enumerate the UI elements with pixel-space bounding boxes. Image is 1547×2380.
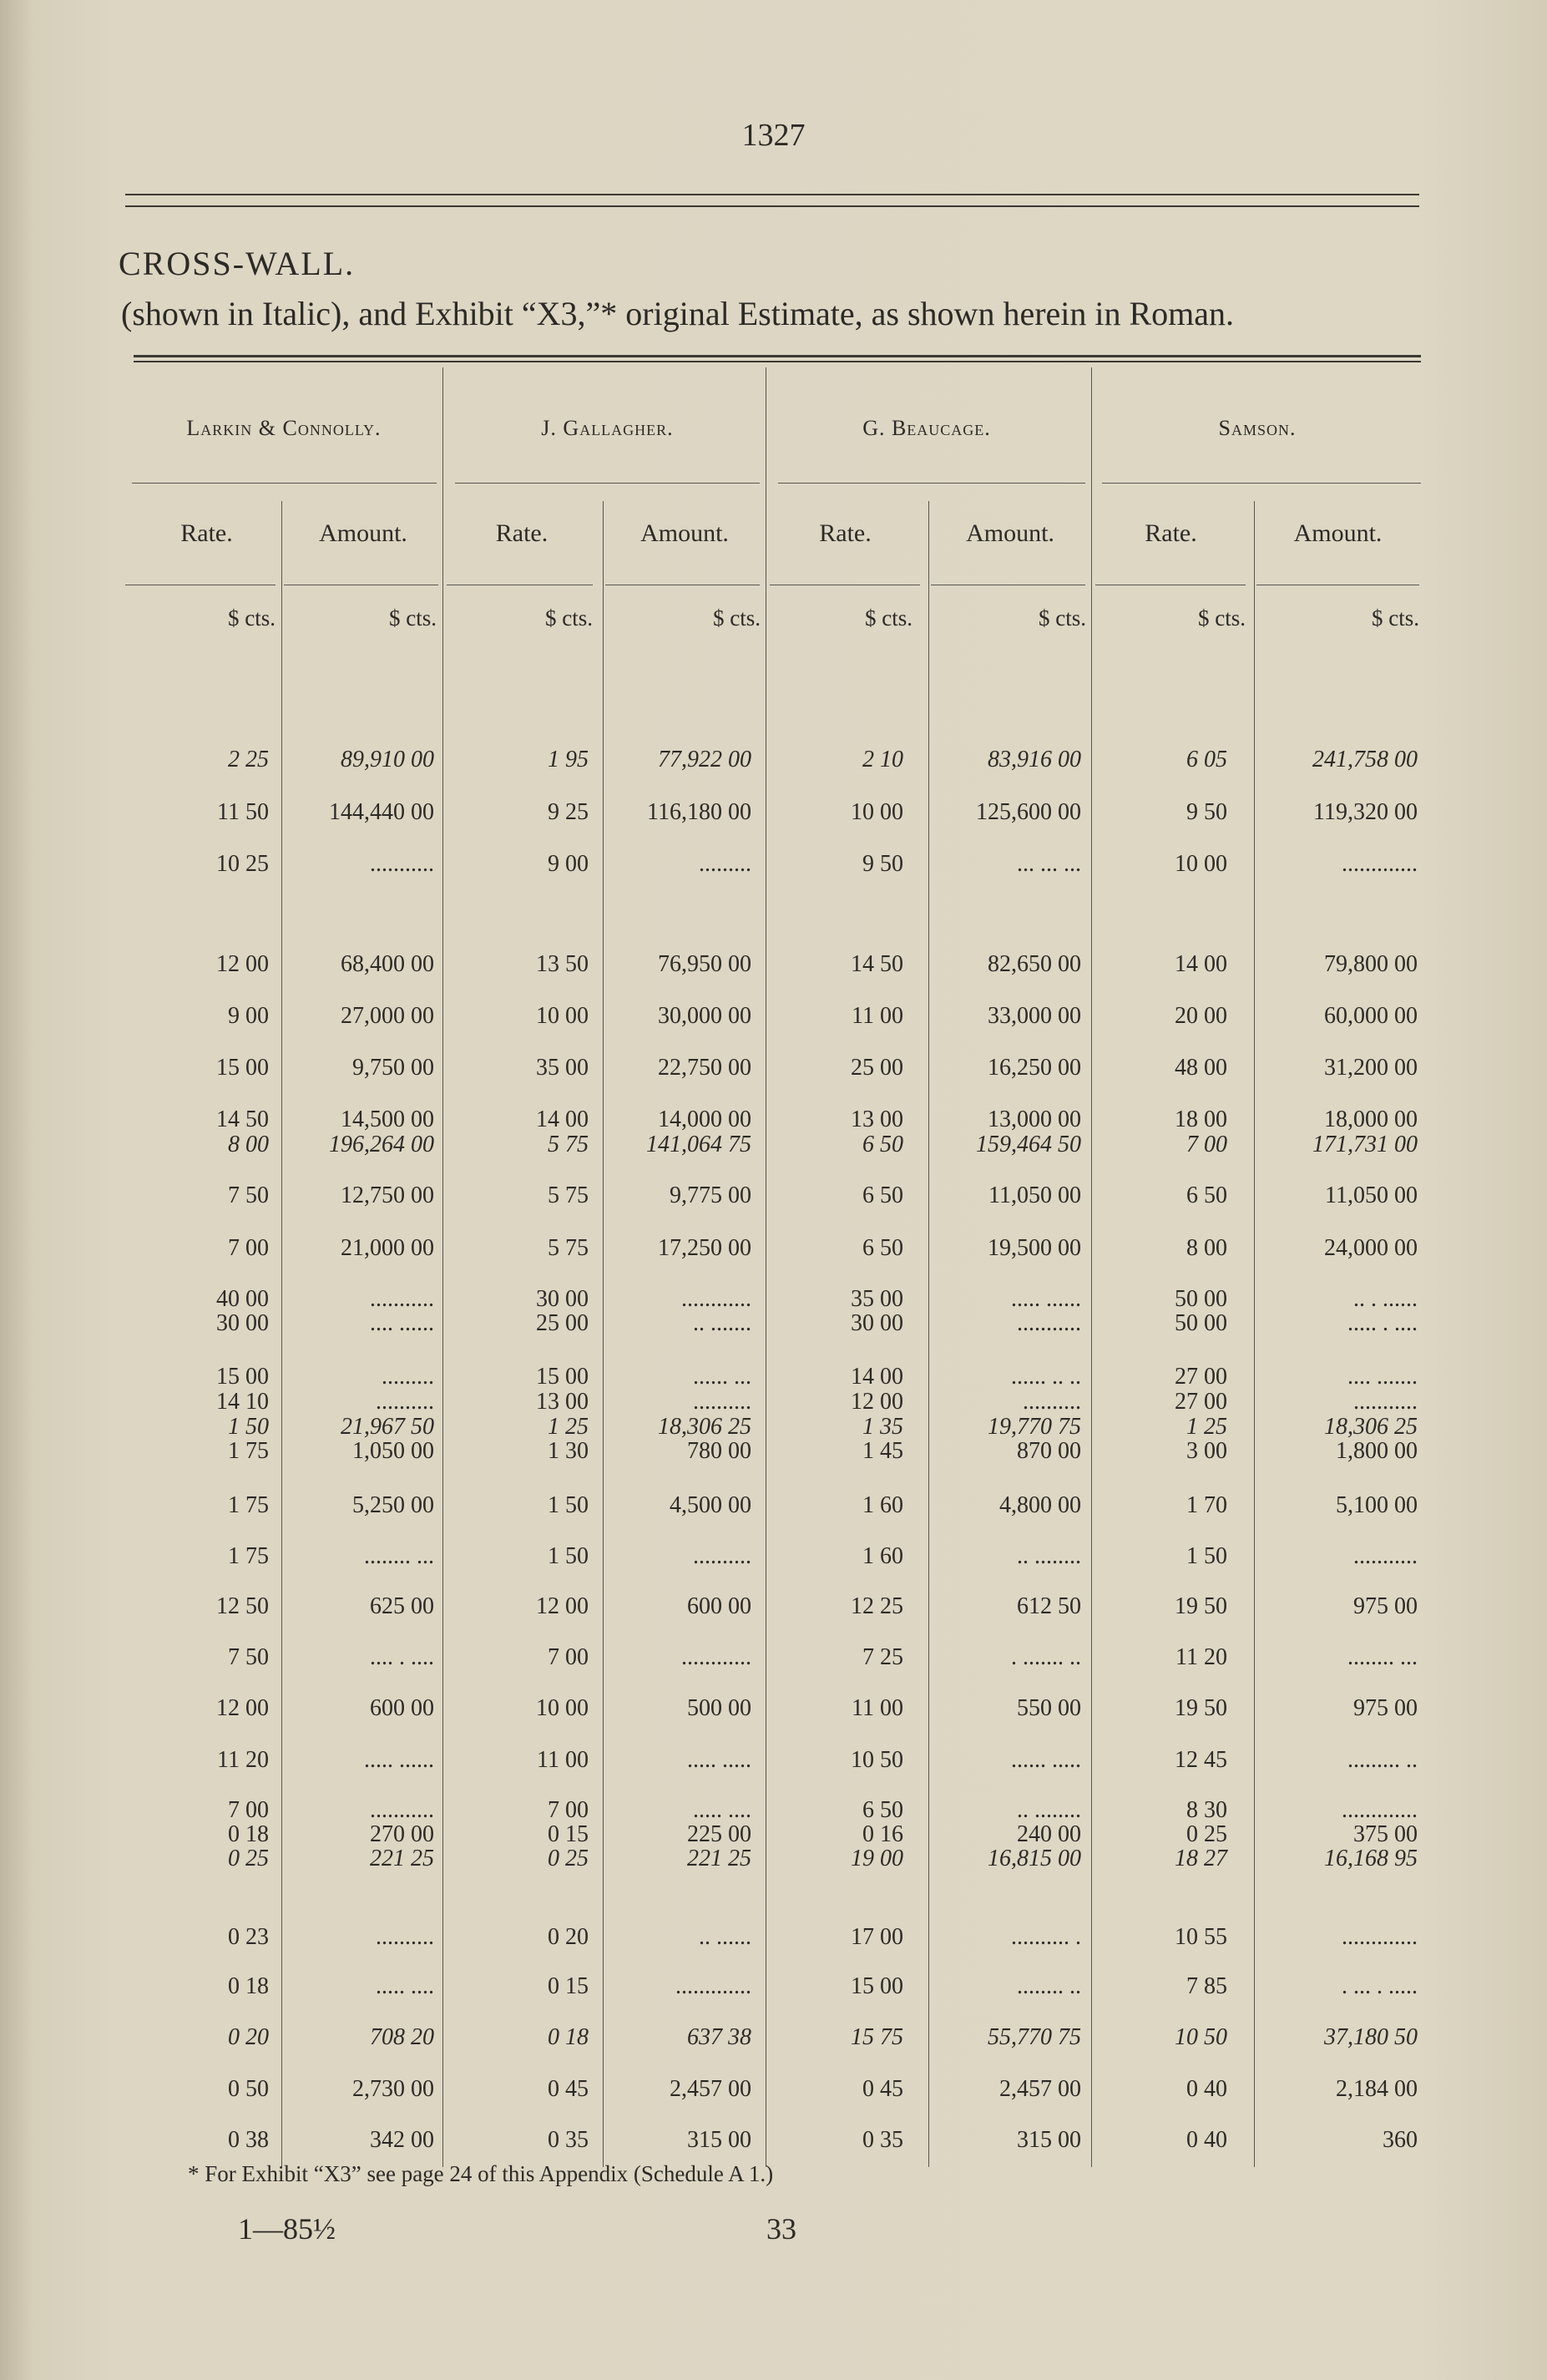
amount-cell: 221 25 <box>370 1846 434 1871</box>
amount-cell: ......... <box>699 851 751 877</box>
col-header-amount: Amount. <box>966 519 1054 547</box>
rate-cell: 15 00 <box>851 1973 903 1999</box>
amount-cell: ..... ...... <box>1011 1286 1081 1312</box>
table-subtitle: (shown in Italic), and Exhibit “X3,”* original Estimate, as shown herein in Roman. <box>121 295 1235 332</box>
rate-cell: 1 25 <box>548 1414 589 1440</box>
amount-cell: ..... . .... <box>1347 1310 1418 1336</box>
rate-cell: 30 00 <box>851 1310 903 1336</box>
rate-cell: 12 00 <box>536 1593 589 1619</box>
amount-cell: 240 00 <box>1017 1821 1081 1847</box>
amount-cell: 196,264 00 <box>329 1132 434 1157</box>
footnote: * For Exhibit “X3” see page 24 of this Appendix (Schedule A 1.) <box>188 2161 774 2186</box>
amount-cell: ............ <box>681 1644 751 1670</box>
amount-cell: 17,250 00 <box>658 1235 751 1261</box>
group-samson: Samson. <box>1218 416 1297 440</box>
rate-cell: 25 00 <box>851 1055 903 1081</box>
rate-cell: 3 00 <box>1186 1438 1227 1464</box>
amount-cell: .... . .... <box>370 1644 434 1670</box>
amount-cell: ..... .... <box>376 1973 434 1999</box>
amount-cell: 600 00 <box>370 1695 434 1721</box>
amount-cell: 13,000 00 <box>988 1106 1081 1132</box>
rate-cell: 27 00 <box>1175 1364 1227 1390</box>
rate-cell: 0 25 <box>548 1846 589 1871</box>
amount-cell: 708 20 <box>370 2024 434 2050</box>
group-beaucage: G. Beaucage. <box>862 416 991 440</box>
rate-cell: 0 38 <box>228 2127 269 2153</box>
amount-cell: .......... <box>376 1389 434 1415</box>
amount-cell: ............. <box>675 1973 751 1999</box>
amount-cell: .... ....... <box>1347 1364 1418 1390</box>
rate-cell: 11 00 <box>852 1695 903 1721</box>
group-rule <box>778 483 1085 484</box>
header-rule-2 <box>134 361 1421 362</box>
amount-cell: 315 00 <box>687 2127 751 2153</box>
amount-cell: 780 00 <box>687 1438 751 1464</box>
top-rule <box>125 194 1419 195</box>
rate-cell: 12 45 <box>1175 1747 1227 1773</box>
rate-cell: 14 00 <box>1175 951 1227 977</box>
rate-cell: 2 25 <box>228 747 269 772</box>
units-label: $ cts. <box>1198 605 1246 630</box>
rate-cell: 0 16 <box>862 1821 903 1847</box>
units-label: $ cts. <box>228 605 276 630</box>
amount-cell: 612 50 <box>1017 1593 1081 1619</box>
rate-cell: 50 00 <box>1175 1286 1227 1312</box>
rate-cell: 0 15 <box>548 1973 589 1999</box>
units-label: $ cts. <box>1372 605 1419 630</box>
amount-cell: 144,440 00 <box>329 799 434 825</box>
rate-cell: 11 50 <box>217 799 269 825</box>
amount-cell: .. . ...... <box>1353 1286 1418 1312</box>
rate-cell: 10 00 <box>536 1695 589 1721</box>
amount-cell: 171,731 00 <box>1312 1132 1418 1157</box>
col-header-amount: Amount. <box>319 519 407 547</box>
amount-cell: 18,000 00 <box>1324 1106 1418 1132</box>
rate-cell: 18 00 <box>1175 1106 1227 1132</box>
amount-cell: ............. <box>1342 851 1418 877</box>
rate-cell: 7 00 <box>1186 1132 1227 1157</box>
amount-cell: 14,000 00 <box>658 1106 751 1132</box>
rate-cell: 9 50 <box>862 851 903 877</box>
rate-cell: 0 40 <box>1186 2127 1227 2153</box>
amount-cell: ............ <box>681 1286 751 1312</box>
rate-cell: 0 15 <box>548 1821 589 1847</box>
amount-cell: 16,815 00 <box>988 1846 1081 1871</box>
column-divider <box>442 367 443 2167</box>
rate-cell: 12 00 <box>216 1695 269 1721</box>
amount-cell: 600 00 <box>687 1593 751 1619</box>
amount-cell: 116,180 00 <box>647 799 751 825</box>
amount-cell: 221 25 <box>687 1846 751 1871</box>
rate-cell: 9 00 <box>228 1003 269 1029</box>
amount-cell: 68,400 00 <box>341 951 434 977</box>
amount-cell: 125,600 00 <box>976 799 1081 825</box>
rate-cell: 7 00 <box>228 1235 269 1261</box>
amount-cell: 4,500 00 <box>670 1492 751 1518</box>
rate-cell: 48 00 <box>1175 1055 1227 1081</box>
amount-cell: ........ ... <box>364 1543 434 1569</box>
amount-cell: 30,000 00 <box>658 1003 751 1029</box>
rate-cell: 1 50 <box>548 1543 589 1569</box>
amount-cell: . ... . ..... <box>1342 1973 1418 1999</box>
rate-cell: 50 00 <box>1175 1310 1227 1336</box>
page-number: 1327 <box>741 118 806 153</box>
rate-cell: 5 75 <box>548 1132 589 1157</box>
amount-cell: 89,910 00 <box>341 747 434 772</box>
amount-cell: 270 00 <box>370 1821 434 1847</box>
amount-cell: 16,168 95 <box>1324 1846 1418 1871</box>
rate-cell: 11 00 <box>537 1747 589 1773</box>
amount-cell: 342 00 <box>370 2127 434 2153</box>
rate-cell: 35 00 <box>536 1055 589 1081</box>
amount-cell: 19,500 00 <box>988 1235 1081 1261</box>
rate-cell: 27 00 <box>1175 1389 1227 1415</box>
amount-cell: 975 00 <box>1353 1695 1418 1721</box>
rate-cell: 0 25 <box>1186 1821 1227 1847</box>
amount-cell: ... ... ... <box>1017 851 1081 877</box>
rate-cell: 10 00 <box>536 1003 589 1029</box>
amount-cell: ........... <box>1353 1543 1418 1569</box>
amount-cell: 33,000 00 <box>988 1003 1081 1029</box>
amount-cell: 21,000 00 <box>341 1235 434 1261</box>
amount-cell: ........ ... <box>1347 1644 1418 1670</box>
rate-cell: 6 50 <box>862 1235 903 1261</box>
amount-cell: 55,770 75 <box>988 2024 1081 2050</box>
amount-cell: . ....... .. <box>1011 1644 1081 1670</box>
amount-cell: ...... ... <box>693 1364 751 1390</box>
amount-cell: ........... <box>370 1797 434 1823</box>
rate-cell: 1 75 <box>228 1543 269 1569</box>
amount-cell: 18,306 25 <box>658 1414 751 1440</box>
rate-cell: 7 50 <box>228 1182 269 1208</box>
rate-cell: 6 50 <box>862 1132 903 1157</box>
amount-cell: ........... <box>1353 1389 1418 1415</box>
rate-cell: 7 85 <box>1186 1973 1227 1999</box>
amount-cell: .......... <box>693 1543 751 1569</box>
group-rule <box>132 483 437 484</box>
units-label: $ cts. <box>1039 605 1086 630</box>
rate-cell: 11 20 <box>1175 1644 1227 1670</box>
rate-cell: 1 60 <box>862 1543 903 1569</box>
rate-cell: 0 20 <box>548 1924 589 1950</box>
group-larkin-connolly: Larkin & Connolly. <box>186 416 382 440</box>
rate-cell: 6 50 <box>1186 1182 1227 1208</box>
amount-cell: 159,464 50 <box>976 1132 1081 1157</box>
col-header-amount: Amount. <box>640 519 729 547</box>
rate-cell: 25 00 <box>536 1310 589 1336</box>
rate-cell: 15 00 <box>216 1364 269 1390</box>
rate-cell: 14 00 <box>851 1364 903 1390</box>
rate-cell: 1 60 <box>862 1492 903 1518</box>
amount-cell: .. ........ <box>1017 1543 1081 1569</box>
rate-cell: 1 50 <box>1186 1543 1227 1569</box>
amount-cell: 9,775 00 <box>670 1182 751 1208</box>
rate-cell: 30 00 <box>536 1286 589 1312</box>
rate-cell: 13 00 <box>536 1389 589 1415</box>
rate-cell: 14 50 <box>851 951 903 977</box>
rate-cell: 0 18 <box>228 1973 269 1999</box>
amount-cell: 1,050 00 <box>352 1438 434 1464</box>
rate-cell: 1 50 <box>548 1492 589 1518</box>
rate-cell: 10 00 <box>1175 851 1227 877</box>
rate-cell: 1 45 <box>862 1438 903 1464</box>
amount-cell: ......... .. <box>1347 1747 1418 1773</box>
amount-cell: 27,000 00 <box>341 1003 434 1029</box>
amount-cell: .. ........ <box>1017 1797 1081 1823</box>
rate-cell: 17 00 <box>851 1924 903 1950</box>
rate-cell: 9 50 <box>1186 799 1227 825</box>
col-header-rate: Rate. <box>180 519 233 547</box>
rate-cell: 8 00 <box>1186 1235 1227 1261</box>
rate-cell: 30 00 <box>216 1310 269 1336</box>
group-rule <box>1102 483 1421 484</box>
amount-cell: .......... <box>693 1389 751 1415</box>
amount-cell: ............. <box>1342 1797 1418 1823</box>
rate-cell: 8 30 <box>1186 1797 1227 1823</box>
rate-cell: 9 25 <box>548 799 589 825</box>
amount-cell: .... ...... <box>370 1310 434 1336</box>
amount-cell: 2,184 00 <box>1336 2076 1418 2102</box>
rate-cell: 20 00 <box>1175 1003 1227 1029</box>
rate-cell: 15 00 <box>536 1364 589 1390</box>
signature-number: 33 <box>766 2212 796 2246</box>
units-label: $ cts. <box>713 605 761 630</box>
amount-cell: 870 00 <box>1017 1438 1081 1464</box>
amount-cell: 11,050 00 <box>1325 1182 1418 1208</box>
amount-cell: 9,750 00 <box>352 1055 434 1081</box>
amount-cell: ...... ..... <box>1011 1747 1081 1773</box>
signature-mark: 1—85½ <box>238 2212 336 2246</box>
amount-cell: .......... . <box>1011 1924 1081 1950</box>
col-header-amount: Amount. <box>1293 519 1383 547</box>
amount-cell: 500 00 <box>687 1695 751 1721</box>
units-label: $ cts. <box>545 605 593 630</box>
rate-cell: 1 70 <box>1186 1492 1227 1518</box>
rate-cell: 10 50 <box>1175 2024 1227 2050</box>
amount-cell: 24,000 00 <box>1324 1235 1418 1261</box>
rate-cell: 10 55 <box>1175 1924 1227 1950</box>
rate-cell: 0 45 <box>548 2076 589 2102</box>
rate-cell: 15 75 <box>851 2024 903 2050</box>
amount-cell: .. ...... <box>699 1924 751 1950</box>
amount-cell: 5,250 00 <box>352 1492 434 1518</box>
rate-cell: 0 40 <box>1186 2076 1227 2102</box>
rate-cell: 18 27 <box>1175 1846 1227 1871</box>
rate-cell: 14 50 <box>216 1106 269 1132</box>
amount-cell: ..... .... <box>693 1797 751 1823</box>
amount-cell: .......... <box>376 1924 434 1950</box>
amount-cell: 119,320 00 <box>1313 799 1418 825</box>
rate-cell: 11 00 <box>852 1003 903 1029</box>
rate-cell: 14 00 <box>536 1106 589 1132</box>
group-rule <box>455 483 760 484</box>
rate-cell: 15 00 <box>216 1055 269 1081</box>
amount-cell: ........... <box>370 1286 434 1312</box>
amount-cell: 5,100 00 <box>1336 1492 1418 1518</box>
rate-cell: 1 75 <box>228 1438 269 1464</box>
amount-cell: 2,457 00 <box>670 2076 751 2102</box>
rate-cell: 7 00 <box>548 1797 589 1823</box>
rate-cell: 6 50 <box>862 1182 903 1208</box>
amount-cell: 60,000 00 <box>1324 1003 1418 1029</box>
amount-cell: 375 00 <box>1353 1821 1418 1847</box>
rate-cell: 1 50 <box>228 1414 269 1440</box>
col-header-rate: Rate. <box>495 519 549 547</box>
amount-cell: .......... <box>1023 1389 1081 1415</box>
amount-cell: 625 00 <box>370 1593 434 1619</box>
rate-cell: 12 00 <box>851 1389 903 1415</box>
amount-cell: 241,758 00 <box>1312 747 1418 772</box>
amount-cell: ......... <box>382 1364 434 1390</box>
rate-cell: 13 00 <box>851 1106 903 1132</box>
rate-cell: 5 75 <box>548 1182 589 1208</box>
amount-cell: 2,457 00 <box>999 2076 1081 2102</box>
top-rule-2 <box>125 205 1419 207</box>
rate-cell: 9 00 <box>548 851 589 877</box>
rate-cell: 1 30 <box>548 1438 589 1464</box>
rate-cell: 19 00 <box>851 1846 903 1871</box>
amount-cell: ..... ...... <box>364 1747 434 1773</box>
rate-cell: 0 35 <box>548 2127 589 2153</box>
rate-cell: 0 45 <box>862 2076 903 2102</box>
rate-cell: 0 20 <box>228 2024 269 2050</box>
amount-cell: 2,730 00 <box>352 2076 434 2102</box>
amount-cell: 637 38 <box>687 2024 751 2050</box>
rate-cell: 10 50 <box>851 1747 903 1773</box>
rate-cell: 12 25 <box>851 1593 903 1619</box>
amount-cell: 14,500 00 <box>341 1106 434 1132</box>
column-divider <box>1091 367 1092 2167</box>
amount-cell: 11,050 00 <box>988 1182 1081 1208</box>
rate-cell: 0 25 <box>228 1846 269 1871</box>
rate-cell: 6 50 <box>862 1797 903 1823</box>
amount-cell: 1,800 00 <box>1336 1438 1418 1464</box>
amount-cell: ............. <box>1342 1924 1418 1950</box>
rate-cell: 2 10 <box>862 747 903 772</box>
amount-cell: 975 00 <box>1353 1593 1418 1619</box>
rate-cell: 6 05 <box>1186 747 1227 772</box>
table-title: CROSS-WALL. <box>119 245 356 282</box>
rate-cell: 1 25 <box>1186 1414 1227 1440</box>
amount-cell: 76,950 00 <box>658 951 751 977</box>
rate-cell: 7 50 <box>228 1644 269 1670</box>
amount-cell: 4,800 00 <box>999 1492 1081 1518</box>
rate-cell: 12 50 <box>216 1593 269 1619</box>
amount-cell: 16,250 00 <box>988 1055 1081 1081</box>
rate-cell: 1 35 <box>862 1414 903 1440</box>
amount-cell: ...... .. .. <box>1011 1364 1081 1390</box>
amount-cell: 19,770 75 <box>988 1414 1081 1440</box>
units-label: $ cts. <box>389 605 437 630</box>
amount-cell: 77,922 00 <box>658 747 751 772</box>
rate-cell: 8 00 <box>228 1132 269 1157</box>
rate-cell: 7 00 <box>548 1644 589 1670</box>
amount-cell: 360 <box>1383 2127 1418 2153</box>
amount-cell: 141,064 75 <box>646 1132 751 1157</box>
amount-cell: 21,967 50 <box>341 1414 434 1440</box>
rate-cell: 0 18 <box>228 1821 269 1847</box>
amount-cell: 225 00 <box>687 1821 751 1847</box>
amount-cell: ........ .. <box>1017 1973 1081 1999</box>
amount-cell: 18,306 25 <box>1324 1414 1418 1440</box>
amount-cell: 79,800 00 <box>1324 951 1418 977</box>
header-rule <box>134 355 1421 357</box>
amount-cell: 12,750 00 <box>341 1182 434 1208</box>
rate-cell: 19 50 <box>1175 1593 1227 1619</box>
rate-cell: 0 35 <box>862 2127 903 2153</box>
units-label: $ cts. <box>865 605 913 630</box>
group-gallagher: J. Gallagher. <box>541 416 674 440</box>
rate-cell: 5 75 <box>548 1235 589 1261</box>
amount-cell: 83,916 00 <box>988 747 1081 772</box>
rate-cell: 7 25 <box>862 1644 903 1670</box>
rate-cell: 40 00 <box>216 1286 269 1312</box>
rate-cell: 10 00 <box>851 799 903 825</box>
rate-cell: 13 50 <box>536 951 589 977</box>
rate-cell: 0 23 <box>228 1924 269 1950</box>
amount-cell: 315 00 <box>1017 2127 1081 2153</box>
amount-cell: .. ....... <box>693 1310 751 1336</box>
col-header-rate: Rate. <box>819 519 872 547</box>
rate-cell: 35 00 <box>851 1286 903 1312</box>
amount-cell: ..... ..... <box>687 1747 751 1773</box>
amount-cell: 550 00 <box>1017 1695 1081 1721</box>
rate-cell: 0 50 <box>228 2076 269 2102</box>
rate-cell: 0 18 <box>548 2024 589 2050</box>
amount-cell: 22,750 00 <box>658 1055 751 1081</box>
amount-cell: 82,650 00 <box>988 951 1081 977</box>
rate-cell: 19 50 <box>1175 1695 1227 1721</box>
amount-cell: ........... <box>370 851 434 877</box>
col-header-rate: Rate. <box>1145 519 1197 547</box>
rate-cell: 1 75 <box>228 1492 269 1518</box>
rate-cell: 1 95 <box>548 747 589 772</box>
rate-cell: 14 10 <box>216 1389 269 1415</box>
amount-cell: 37,180 50 <box>1324 2024 1418 2050</box>
rate-cell: 7 00 <box>228 1797 269 1823</box>
rate-cell: 11 20 <box>217 1747 269 1773</box>
rate-cell: 10 25 <box>216 851 269 877</box>
amount-cell: 31,200 00 <box>1324 1055 1418 1081</box>
amount-cell: ........... <box>1017 1310 1081 1336</box>
rate-cell: 12 00 <box>216 951 269 977</box>
